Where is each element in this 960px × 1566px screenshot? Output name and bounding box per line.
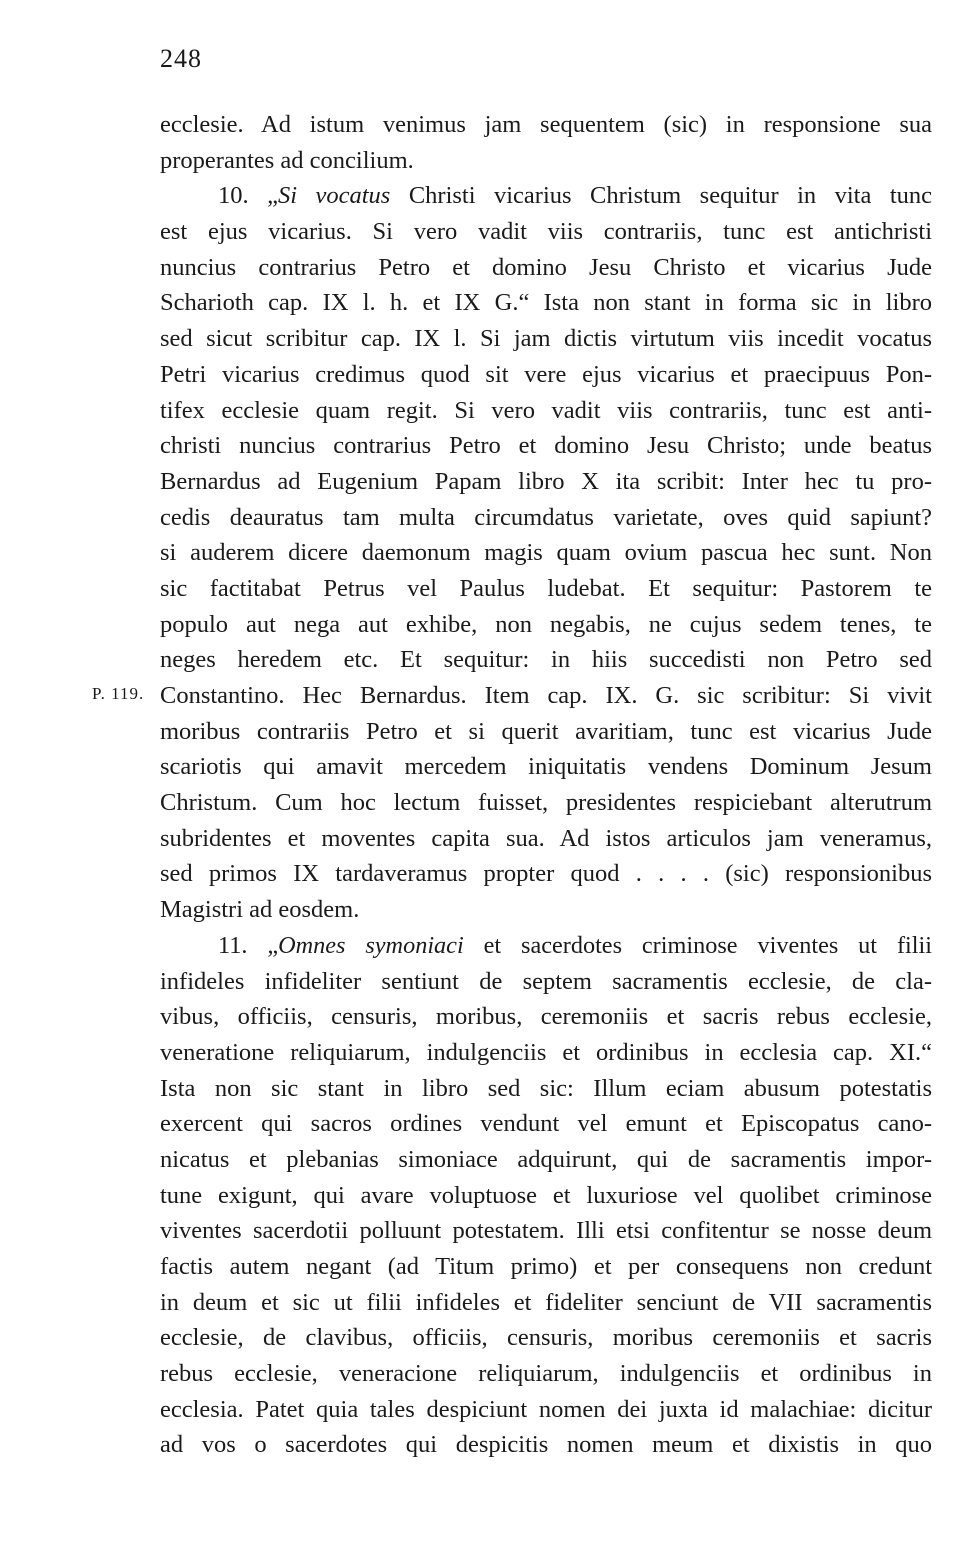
text-line: Petri vicarius credimus quod sit vere ejus vicarius et praecipuus Pon- [160,360,932,388]
text-line: cedis deauratus tam multa circumdatus varietate, oves quid sapiunt? [160,503,932,531]
text-line: Bernardus ad Eugenium Papam libro X ita scribit: Inter hec tu pro- [160,467,932,495]
text-line: rebus ecclesie, veneracione reliquiarum, indulgenciis et ordinibus in [160,1360,932,1388]
text-line: moribus contrariis Petro et si querit avaritiam, tunc est vicarius Jude [160,717,932,745]
text-line: Christum. Cum hoc lectum fuisset, presidentes respiciebant alterutrum [160,789,932,817]
page-number: 248 [160,44,202,73]
text-line: Magistri ad eosdem. [160,896,360,924]
body-text [160,107,932,1463]
margin-reference: P. 119. [92,684,145,703]
text-line: Ista non sic stant in libro sed sic: Illum eciam abusum potestatis [160,1074,932,1102]
text-line: scariotis qui amavit mercedem iniquitatis vendens Dominum Jesum [160,753,932,781]
text-line: si auderem dicere daemonum magis quam ovium pascua hec sunt. Non [160,539,932,567]
italic-incipit: Omnes symoniaci [278,931,464,959]
text-line: tifex ecclesie quam regit. Si vero vadit viis contrariis, tunc est anti- [160,396,932,424]
text-line: viventes sacerdotii polluunt potestatem. Illi etsi confitentur se nosse deum [160,1217,932,1245]
text-line: est ejus vicarius. Si vero vadit viis contrariis, tunc est antichristi [160,218,932,246]
text-line: in deum et sic ut filii infideles et fideliter senciunt de VII sacramentis [160,1288,932,1316]
text-line: sed primos IX tardaveramus propter quod . . . . (sic) responsionibus [160,860,932,888]
text-line: Constantino. Hec Bernardus. Item cap. IX. G. sic scribitur: Si vivit [160,682,932,709]
text-line: properantes ad concilium. [160,146,414,174]
text-line: christi nuncius contrarius Petro et domino Jesu Christo; unde beatus [160,432,932,460]
text-line: 10. „Si vocatus Christi vicarius Christum sequitur in vita tunc [218,182,932,210]
text-line: ecclesie. Ad istum venimus jam sequentem (sic) in responsione sua [160,111,932,138]
italic-incipit: Si vocatus [277,182,391,210]
text-line: infideles infideliter sentiunt de septem sacramentis ecclesie, de cla- [160,967,932,995]
text-line: ad vos o sacerdotes qui despicitis nomen meum et dixistis in quo [160,1431,932,1459]
text-line: 11. „Omnes symoniaci et sacerdotes criminose viventes ut filii [218,931,932,959]
text-line: veneratione reliquiarum, indulgenciis et ordinibus in ecclesia cap. XI.“ [160,1038,932,1066]
text-line: factis autem negant (ad Titum primo) et per consequens non credunt [160,1253,932,1280]
text-line: neges heredem etc. Et sequitur: in hiis succedisti non Petro sed [160,646,932,674]
text-line: populo aut nega aut exhibe, non negabis, ne cujus sedem tenes, te [160,610,932,638]
text-line: sed sicut scribitur cap. IX l. Si jam dictis virtutum viis incedit vocatus [160,325,932,353]
text-line: sic factitabat Petrus vel Paulus ludebat. Et sequitur: Pastorem te [160,574,932,602]
text-line: nicatus et plebanias simoniace adquirunt, qui de sacramentis impor- [160,1145,932,1173]
text-line: ecclesie, de clavibus, officiis, censuris, moribus ceremoniis et sacris [160,1324,932,1352]
text-line: ecclesia. Patet quia tales despiciunt nomen dei juxta id malachiae: dicitur [160,1395,932,1423]
text-line: Scharioth cap. IX l. h. et IX G.“ Ista non stant in forma sic in libro [160,289,932,317]
text-line: tune exigunt, qui avare voluptuose et luxuriose vel quolibet criminose [160,1181,932,1209]
text-line: subridentes et moventes capita sua. Ad istos articulos jam veneramus, [160,824,932,852]
text-line: vibus, officiis, censuris, moribus, ceremoniis et sacris rebus ecclesie, [160,1003,932,1031]
text-line: nuncius contrarius Petro et domino Jesu Christo et vicarius Jude [160,253,932,281]
text-line: exercent qui sacros ordines vendunt vel emunt et Episcopatus cano- [160,1110,932,1138]
